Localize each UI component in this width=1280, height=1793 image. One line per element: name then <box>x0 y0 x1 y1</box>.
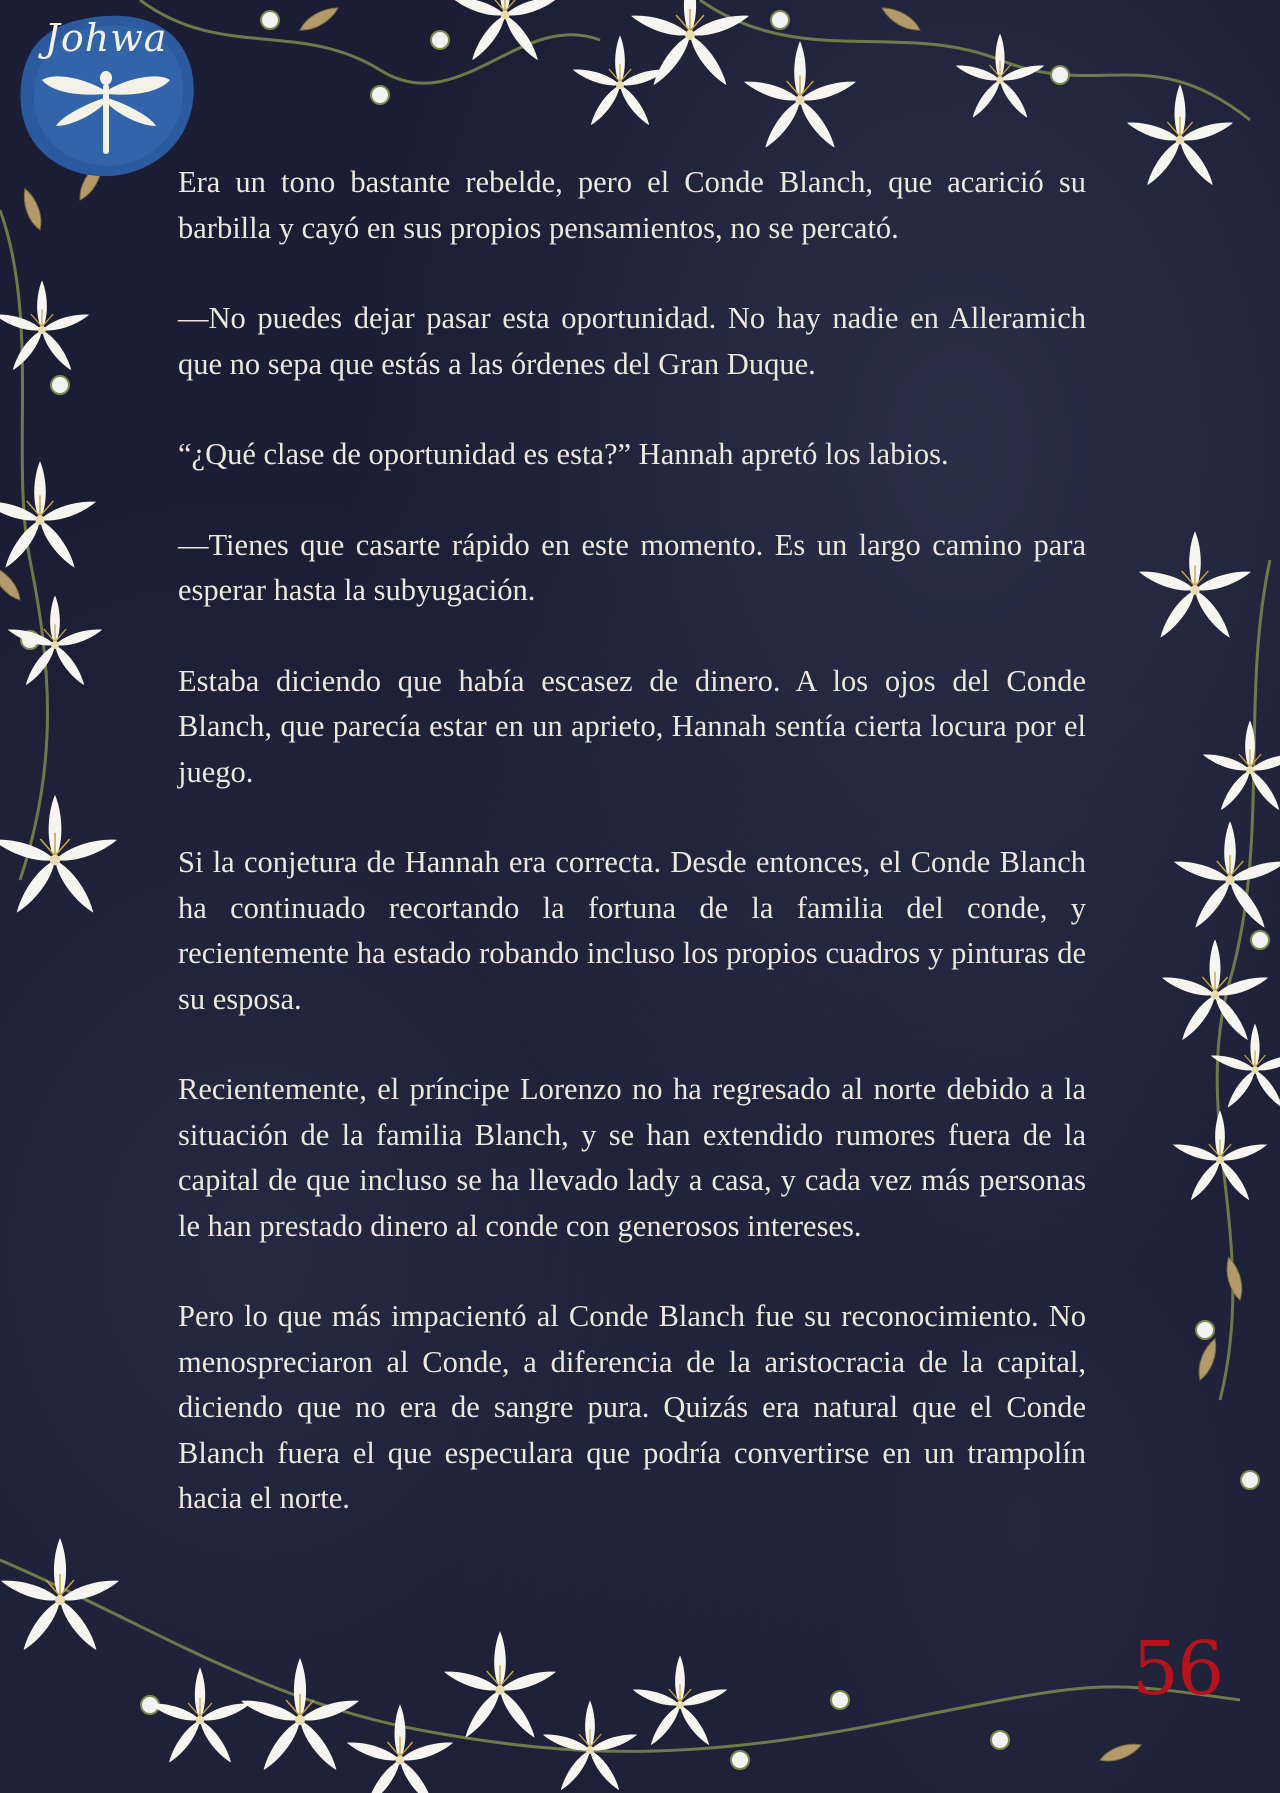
paragraph: —Tienes que casarte rápido en este momento. Es un largo camino para esperar hasta la subyugación. <box>178 527 1086 607</box>
body-text <box>178 160 1086 1567</box>
logo-text: Johwa <box>44 16 168 60</box>
paragraph: “¿Qué clase de oportunidad es esta?” Hannah apretó los labios. <box>178 437 949 471</box>
logo-badge <box>14 8 198 180</box>
page-number: 56 <box>1132 1626 1223 1712</box>
paragraph: Era un tono bastante rebelde, pero el Conde Blanch, que acarició su barbilla y cayó en sus propios pensamientos, no se percató. <box>178 165 1086 245</box>
paragraph: Pero lo que más impacientó al Conde Blanch fue su reconocimiento. No menospreciaron al Conde, a diferencia de la aristocracia de la capital, diciendo que no era de sangre pura. Quizás era natural que el Conde Blanch fuera el que especulara que podría convertirse en un trampolín hacia el norte. <box>178 1299 1086 1515</box>
paragraph: Recientemente, el príncipe Lorenzo no ha regresado al norte debido a la situación de la familia Blanch, y se han extendido rumores fuera de la capital de que incluso se ha llevado lady a casa, y cada vez más personas le han prestado dinero al conde con generosos intereses. <box>178 1072 1086 1243</box>
paragraph: Estaba diciendo que había escasez de dinero. A los ojos del Conde Blanch, que parecía estar en un aprieto, Hannah sentía cierta locura por el juego. <box>178 663 1086 789</box>
paragraph: Si la conjetura de Hannah era correcta. Desde entonces, el Conde Blanch ha continuado recortando la fortuna de la familia del conde, y recientemente ha estado robando incluso los propios cuadros y pinturas de su esposa. <box>178 845 1086 1016</box>
paragraph: —No puedes dejar pasar esta oportunidad. No hay nadie en Alleramich que no sepa que estás a las órdenes del Gran Duque. <box>178 301 1086 381</box>
